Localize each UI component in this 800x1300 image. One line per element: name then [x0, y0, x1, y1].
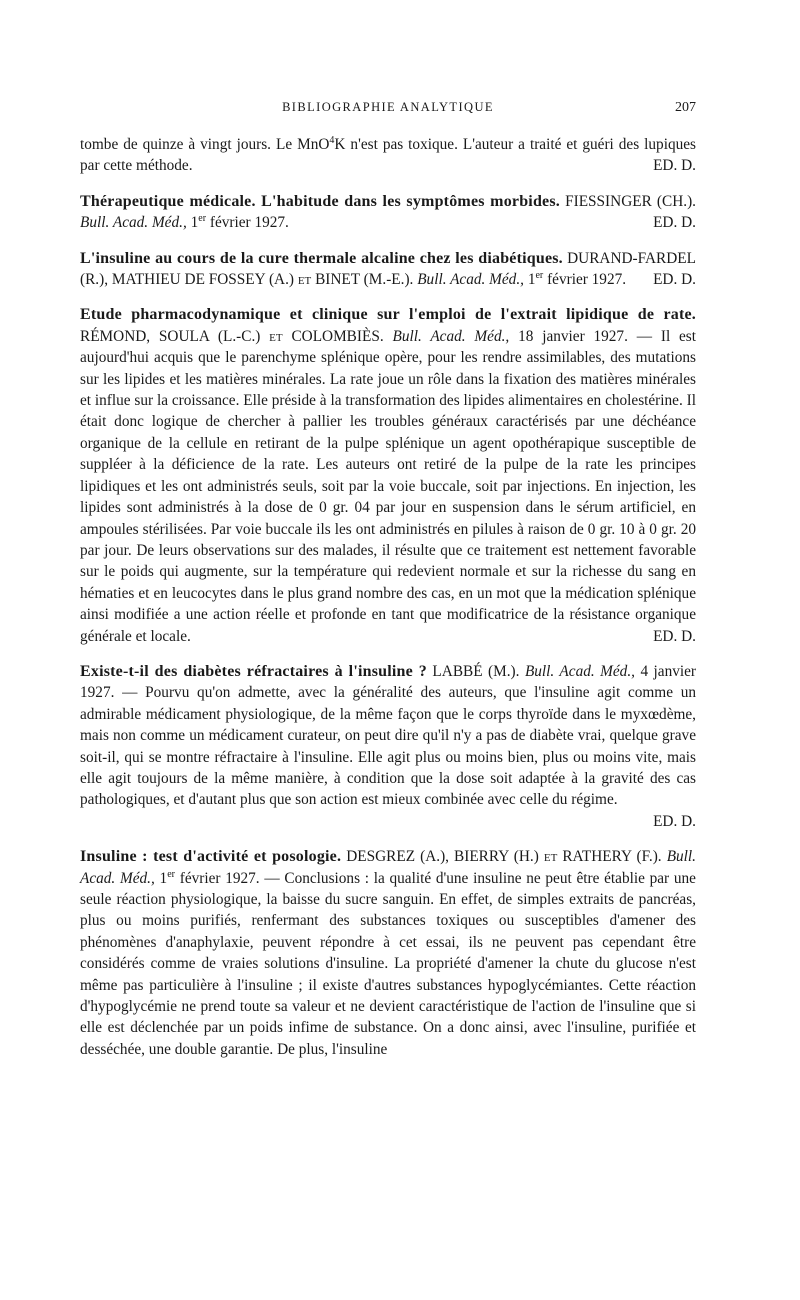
running-title: BIBLIOGRAPHIE ANALYTIQUE	[282, 100, 494, 114]
entry-body: — Pourvu qu'on admette, avec la généralité des auteurs, que l'insuline agit comme un admirable médicament physiologique, de la même façon que le corps thyroïde dans le myxœdème, mais non comme un médicament curateur, on peut dire qu'il n'y a pas de diabète vrai, quelque grave soit-il, qui se montre réfractaire à l'insuline. Elle agit plus ou moins bien, plus ou moins vite, mais elle agit toujours de la même manière, à condition que la dose soit adaptée à la gravité des cas pathologiques, et d'autant plus que son action est mieux combinée avec celle du régime.	[80, 684, 696, 809]
entry-date: 4 janvier 1927.	[80, 662, 697, 702]
entry	[80, 248, 696, 291]
entry-text-a: tombe de quinze à vingt jours. Le MnO	[80, 136, 330, 153]
signature: ED. D.	[653, 627, 696, 645]
entry-journal: Bull. Acad. Méd.,	[80, 214, 187, 232]
entry-date-sup: er	[198, 213, 207, 225]
entry-authors: RÉMOND, SOULA (L.-C.) et COLOMBIÈS.	[80, 327, 384, 345]
entry-date: 18 janvier 1927.	[518, 327, 628, 345]
entry-text-b: K n'est pas toxique. L'auteur a traité et guéri des lupiques par cette méthode.	[80, 136, 696, 175]
entry-date-num: 1	[190, 214, 199, 232]
entry-body: — Conclusions : la qualité d'une insuline ne peut être établie par une seule réaction physiologique, la baisse du sucre sanguin. En effet, de simples extraits de pancréas, plus ou moins purifiés, renfermant des substances toxiques ou susceptibles d'amener des phénomènes d'anaphylaxie, peuvent répondre à cet essai, ils ne peuvent pas cependant être considérés comme de vraies solutions d'insuline. La propriété d'amener la chute du glucose n'est même pas particulière à l'insuline ; il existe d'autres substances hypoglycémiantes. Cette réaction d'hypoglycémie ne prend toute sa valeur et ne devient caractéristique de l'action de l'insuline que si elle est déclenchée par un poids infime de substance. On a donc ainsi, avec l'insuline, purifiée et desséchée, une double garantie. De plus, l'insuline	[80, 869, 696, 1058]
entry-authors: DESGREZ (A.), BIERRY (H.) et RATHERY (F.).	[346, 848, 662, 866]
entry-journal: Bull. Acad. Méd.,	[80, 848, 697, 887]
entry-journal: Bull. Acad. Méd.,	[417, 271, 524, 289]
entry-date-sup: er	[535, 269, 544, 281]
signature: ED. D.	[653, 214, 696, 232]
entry-authors: DURAND-FARDEL (R.), MATHIEU DE FOSSEY (A.) et BINET (M.-E.).	[80, 249, 696, 289]
entry-date-rest: février 1927.	[209, 214, 289, 232]
entry-title: Etude pharmacodynamique et clinique sur l'emploi de l'extrait lipidique de rate.	[80, 306, 696, 324]
entry-date-num: 1	[159, 869, 168, 887]
entry-date-rest: février 1927.	[547, 271, 627, 289]
signature: ED. D.	[653, 271, 696, 289]
entry-title: L'insuline au cours de la cure thermale alcaline chez les diabétiques.	[80, 249, 563, 267]
entry-text	[80, 134, 696, 177]
entry-title: Insuline : test d'activité et posologie.	[80, 848, 342, 866]
running-head	[80, 100, 696, 120]
entry-body: — Il est aujourd'hui acquis que le parenchyme splénique opère, pour les rendre assimilables, des mutations sur les lipides et les matières minérales. La rate joue un rôle dans la fixation des matières minérales et influe sur la croissance. Elle préside à la transformation des lipides alimentaires en cholestérine. Il était donc logique de chercher à pallier les troubles généraux caractérisés par une déchéance organique de la cellule en retirant de la pulpe splénique un agent opothérapique susceptible de suppléer à la déficience de la rate. Les auteurs ont retiré de la pulpe de la rate les principes lipidiques et les ont administrés seuls, soit par la voie buccale, soit par injections. En injection, les lipides sont administrés à la dose de 0 gr. 04 par jour en suspension dans le sérum artificiel, en ampoules stérilisées. Par voie buccale ils les ont administrés en pilules à raison de 0 gr. 10 à 0 gr. 20 par jour. De leurs observations sur des malades, il résulte que ce traitement est nettement favorable sur le poids qui augmente, sur la température qui redevient normale et sur la richesse du sang en hématies et en leucocytes dans le plus grand nombre des cas, en un mot que la médication splénique ainsi modifiée a une action réelle et profonde en tant que modificatrice de la résistance organique générale et locale.	[80, 327, 696, 645]
entry	[80, 304, 696, 647]
page-number: 207	[675, 100, 696, 115]
entry-date-rest: février 1927.	[179, 869, 260, 887]
entry-date-num: 1	[527, 271, 536, 289]
entry-date-sup: er	[167, 868, 175, 880]
signature: ED. D.	[653, 812, 696, 830]
signature: ED. D.	[653, 157, 696, 175]
entry-continuation	[80, 134, 696, 177]
superscript: 4	[329, 134, 335, 146]
entry	[80, 191, 696, 234]
entry-title: Thérapeutique médicale. L'habitude dans les symptômes morbides.	[80, 192, 560, 210]
entry-title: Existe-t-il des diabètes réfractaires à l'insuline ?	[80, 662, 427, 680]
entry-journal: Bull. Acad. Méd.,	[392, 327, 510, 345]
entry	[80, 661, 696, 832]
entry	[80, 846, 696, 1060]
entry-authors: FIESSINGER (CH.).	[565, 192, 696, 210]
entry-journal: Bull. Acad. Méd.,	[524, 662, 635, 680]
entry-authors: LABBÉ (M.).	[432, 662, 520, 680]
article-body	[80, 134, 696, 1074]
